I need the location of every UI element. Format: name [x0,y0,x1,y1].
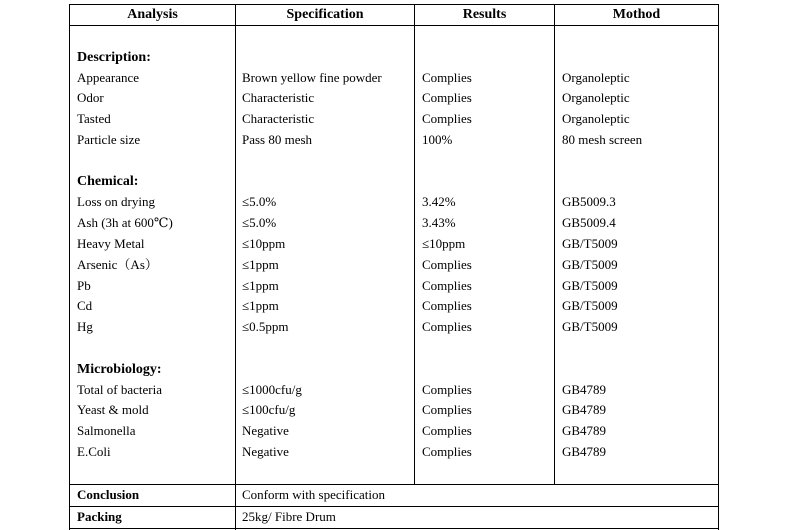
row-result: Complies [422,257,472,272]
row-specification: ≤0.5ppm [242,319,289,334]
header-method: Mothod [612,7,661,22]
row-specification: Brown yellow fine powder [242,70,382,85]
row-specification: Negative [242,444,289,459]
row-result: Complies [422,319,472,334]
section-title-microbiology: Microbiology: [77,362,162,377]
row-method: GB/T5009 [562,278,618,293]
table-border-right [718,4,719,530]
row-result: 3.43% [422,215,456,230]
row-specification: ≤1ppm [242,278,279,293]
packing-value: 25kg/ Fibre Drum [242,509,336,524]
row-specification: Characteristic [242,111,315,126]
row-method: GB5009.3 [562,194,616,209]
row-analysis: Cd [77,298,93,313]
row-result: Complies [422,402,472,417]
row-method: Organoleptic [562,70,630,85]
table-border-top [69,4,719,5]
row-result: Complies [422,423,472,438]
row-method: GB/T5009 [562,319,618,334]
row-method: Organoleptic [562,111,630,126]
row-specification: ≤1000cfu/g [242,382,302,397]
row-analysis: Hg [77,319,93,334]
row-analysis: Total of bacteria [77,382,162,397]
row-specification: ≤1ppm [242,257,279,272]
column-divider-3 [554,4,555,485]
row-method: GB/T5009 [562,236,618,251]
row-analysis: Ash (3h at 600℃) [77,215,173,230]
row-analysis: Arsenic（As） [77,257,158,272]
row-method: GB4789 [562,402,607,417]
row-result: Complies [422,298,472,313]
conclusion-label: Conclusion [77,487,140,502]
row-analysis: Loss on drying [77,194,155,209]
row-method: 80 mesh screen [562,132,643,147]
row-analysis: Tasted [77,111,111,126]
row-result: 3.42% [422,194,456,209]
row-method: GB/T5009 [562,257,618,272]
row-analysis: Odor [77,90,104,105]
row-specification: ≤100cfu/g [242,402,296,417]
row-analysis: Pb [77,278,91,293]
conclusion-value: Conform with specification [242,487,385,502]
row-result: Complies [422,111,472,126]
row-specification: Characteristic [242,90,315,105]
row-method: GB/T5009 [562,298,618,313]
row-specification: ≤5.0% [242,194,277,209]
row-analysis: E.Coli [77,444,111,459]
column-divider-2 [414,4,415,485]
row-method: Organoleptic [562,90,630,105]
row-result: Complies [422,444,472,459]
row-analysis: Particle size [77,132,141,147]
row-result: Complies [422,70,472,85]
conclusion-divider [69,484,719,485]
column-divider-1 [235,4,236,530]
table-border-bottom [69,528,719,529]
row-method: GB5009.4 [562,215,616,230]
header-results: Results [462,7,507,22]
table-border-left [69,4,70,530]
section-title-description: Description: [77,50,151,65]
row-analysis: Heavy Metal [77,236,145,251]
row-analysis: Yeast & mold [77,402,149,417]
row-specification: ≤1ppm [242,298,279,313]
packing-label: Packing [77,509,122,524]
row-analysis: Salmonella [77,423,136,438]
row-specification: ≤10ppm [242,236,286,251]
row-result: ≤10ppm [422,236,466,251]
row-result: Complies [422,90,472,105]
header-analysis: Analysis [127,7,178,22]
row-specification: Negative [242,423,289,438]
section-title-chemical: Chemical: [77,174,139,189]
row-method: GB4789 [562,423,607,438]
row-result: Complies [422,382,472,397]
row-method: GB4789 [562,444,607,459]
header-specification: Specification [286,7,364,22]
packing-divider [69,506,719,507]
row-specification: ≤5.0% [242,215,277,230]
row-result: Complies [422,278,472,293]
row-method: GB4789 [562,382,607,397]
row-specification: Pass 80 mesh [242,132,313,147]
row-result: 100% [422,132,453,147]
row-analysis: Appearance [77,70,140,85]
header-divider [69,25,719,26]
